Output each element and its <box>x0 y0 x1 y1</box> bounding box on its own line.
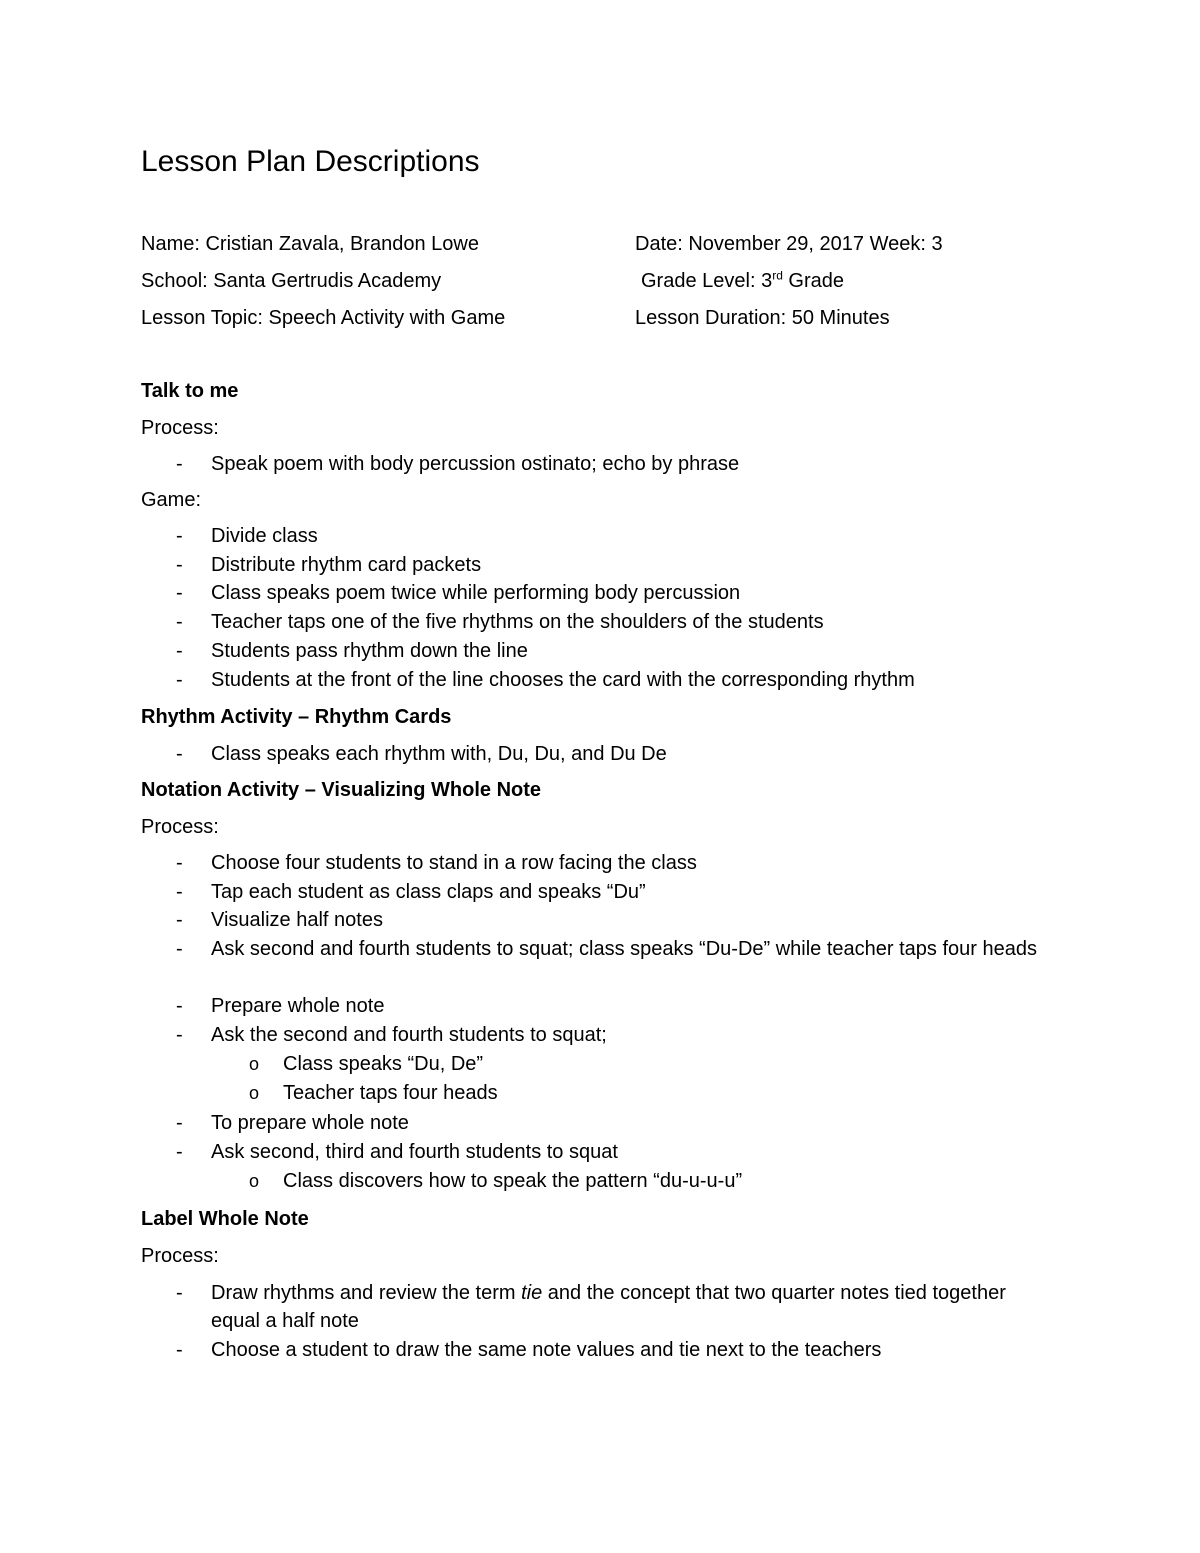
list-item <box>211 1279 1041 1335</box>
list-item: Visualize half notes <box>211 909 383 931</box>
section-heading-notation-activity: Notation Activity – Visualizing Whole Note <box>141 779 542 801</box>
term-tie: tie <box>521 1282 543 1304</box>
bullet-dash: - <box>176 1112 183 1134</box>
bullet-dash: - <box>176 640 183 662</box>
bullet-dash: - <box>176 582 183 604</box>
sub-list-item: Class speaks “Du, De” <box>283 1053 484 1075</box>
process-label: Process: <box>141 816 219 838</box>
sub-bullet: o <box>249 1083 260 1103</box>
bullet-dash: - <box>176 881 183 903</box>
bullet-dash: - <box>176 669 183 691</box>
game-label: Game: <box>141 489 202 511</box>
section-heading-rhythm-activity: Rhythm Activity – Rhythm Cards <box>141 706 452 728</box>
sub-list-item: Teacher taps four heads <box>283 1082 498 1104</box>
list-item: Ask the second and fourth students to squat; <box>211 1024 607 1046</box>
name-field: Name: Cristian Zavala, Brandon Lowe <box>141 233 479 255</box>
sub-list-item: Class discovers how to speak the pattern “du-u-u-u” <box>283 1170 743 1192</box>
bullet-dash: - <box>176 453 183 475</box>
sub-bullet: o <box>249 1054 260 1074</box>
page-title: Lesson Plan Descriptions <box>141 145 480 178</box>
grade-field <box>641 268 844 294</box>
list-item-text: Draw rhythms and review the term <box>211 1282 522 1304</box>
list-item: Speak poem with body percussion ostinato; echo by phrase <box>211 453 740 475</box>
section-heading-label-whole-note: Label Whole Note <box>141 1208 309 1230</box>
duration-field: Lesson Duration: 50 Minutes <box>635 307 890 329</box>
grade-superscript: rd <box>772 268 783 283</box>
bullet-dash: - <box>176 1339 183 1361</box>
bullet-dash: - <box>176 1024 183 1046</box>
bullet-dash: - <box>176 611 183 633</box>
list-item: Ask second and fourth students to squat; class speaks “Du-De” while teacher taps four heads <box>211 938 1037 960</box>
bullet-dash: - <box>176 909 183 931</box>
bullet-dash: - <box>176 554 183 576</box>
bullet-dash: - <box>176 743 183 765</box>
date-field: Date: November 29, 2017 Week: 3 <box>635 233 943 255</box>
process-label: Process: <box>141 1245 219 1267</box>
list-item: To prepare whole note <box>211 1112 409 1134</box>
list-item: Ask second, third and fourth students to squat <box>211 1141 618 1163</box>
list-item: Students at the front of the line chooses the card with the corresponding rhythm <box>211 669 915 691</box>
list-item: Class speaks each rhythm with, Du, Du, and Du De <box>211 743 667 765</box>
sub-bullet: o <box>249 1171 260 1191</box>
list-item: Class speaks poem twice while performing body percussion <box>211 582 741 604</box>
list-item-text: and the concept that two quarter notes tied together equal a half note <box>211 1282 1006 1332</box>
list-item: Choose a student to draw the same note values and tie next to the teachers <box>211 1339 882 1361</box>
list-item: Divide class <box>211 525 318 547</box>
list-item: Tap each student as class claps and speaks “Du” <box>211 881 646 903</box>
grade-prefix: Grade Level: 3 <box>641 270 773 292</box>
bullet-dash: - <box>176 995 183 1017</box>
bullet-dash: - <box>176 525 183 547</box>
bullet-dash: - <box>176 938 183 960</box>
list-item: Prepare whole note <box>211 995 385 1017</box>
topic-field: Lesson Topic: Speech Activity with Game <box>141 307 506 329</box>
section-heading-talk-to-me: Talk to me <box>141 380 239 402</box>
process-label: Process: <box>141 417 219 439</box>
bullet-dash: - <box>176 1282 183 1304</box>
list-item: Teacher taps one of the five rhythms on the shoulders of the students <box>211 611 824 633</box>
bullet-dash: - <box>176 1141 183 1163</box>
list-item: Distribute rhythm card packets <box>211 554 482 576</box>
list-item: Students pass rhythm down the line <box>211 640 528 662</box>
bullet-dash: - <box>176 852 183 874</box>
list-item: Choose four students to stand in a row facing the class <box>211 852 697 874</box>
grade-suffix: Grade <box>782 270 845 292</box>
school-field: School: Santa Gertrudis Academy <box>141 270 442 292</box>
